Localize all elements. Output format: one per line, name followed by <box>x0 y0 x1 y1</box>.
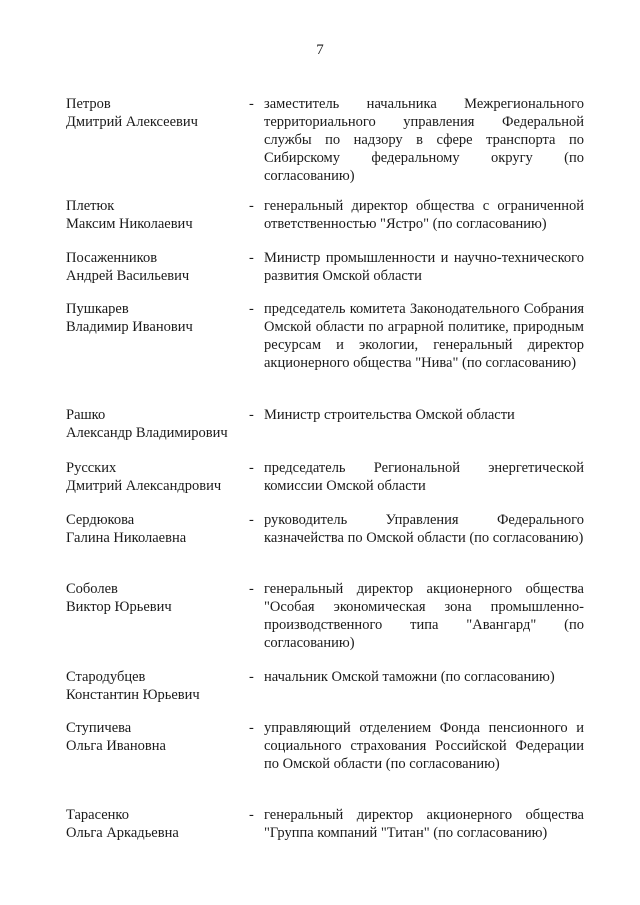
member-name <box>66 300 241 336</box>
page-number: 7 <box>316 42 324 58</box>
member-name <box>66 580 241 616</box>
member-name <box>66 197 241 233</box>
member-position: генеральный директор общества с ограниченной ответственностью "Ястро" (по согласованию) <box>264 198 584 232</box>
dash-separator: - <box>249 250 254 266</box>
member-surname: Тарасенко <box>66 807 129 823</box>
member-name <box>66 95 241 131</box>
dash-separator: - <box>249 581 254 597</box>
member-name <box>66 668 241 704</box>
member-surname: Плетюк <box>66 198 115 214</box>
member-surname: Рашко <box>66 407 106 423</box>
dash-separator: - <box>249 720 254 736</box>
member-name <box>66 249 241 285</box>
member-given-name: Владимир Иванович <box>66 319 193 335</box>
member-position: Министр строительства Омской области <box>264 407 515 423</box>
member-name <box>66 511 241 547</box>
dash-separator: - <box>249 512 254 528</box>
member-given-name: Дмитрий Александрович <box>66 478 222 494</box>
member-surname: Сердюкова <box>66 512 135 528</box>
member-given-name: Галина Николаевна <box>66 530 187 546</box>
member-position: руководитель Управления Федерального казначейства по Омской области (по согласованию) <box>264 512 584 546</box>
member-surname: Стародубцев <box>66 669 146 685</box>
member-position: Министр промышленности и научно-технического развития Омской области <box>264 250 584 284</box>
member-position: заместитель начальника Межрегионального территориального управления Федеральной службы по надзору в сфере транспорта по Сибирскому федеральному округу (по согласованию) <box>264 96 584 184</box>
member-name <box>66 719 241 755</box>
dash-separator: - <box>249 96 254 112</box>
member-position: председатель комитета Законодательного Собрания Омской области по аграрной политике, природным ресурсам и экологии, генеральный директор акционерного общества "Нива" (по согласованию) <box>264 301 584 371</box>
member-given-name: Максим Николаевич <box>66 216 193 232</box>
member-surname: Петров <box>66 96 111 112</box>
member-surname: Соболев <box>66 581 118 597</box>
member-surname: Посаженников <box>66 250 158 266</box>
member-position: начальник Омской таможни (по согласованию) <box>264 669 555 685</box>
member-given-name: Александр Владимирович <box>66 425 228 441</box>
member-surname: Пушкарев <box>66 301 129 317</box>
member-name <box>66 459 241 495</box>
member-position: управляющий отделением Фонда пенсионного и социального страхования Российской Федерации по Омской области (по согласованию) <box>264 720 584 772</box>
member-given-name: Константин Юрьевич <box>66 687 200 703</box>
member-name <box>66 406 241 442</box>
member-position: председатель Региональной энергетической комиссии Омской области <box>264 460 584 494</box>
member-given-name: Ольга Аркадьевна <box>66 825 179 841</box>
member-position: генеральный директор акционерного общества "Особая экономическая зона промышленно-производственного типа "Авангард" (по согласованию) <box>264 581 584 651</box>
member-surname: Ступичева <box>66 720 132 736</box>
member-position: генеральный директор акционерного общества "Группа компаний "Титан" (по согласованию) <box>264 807 584 841</box>
member-given-name: Андрей Васильевич <box>66 268 190 284</box>
dash-separator: - <box>249 198 254 214</box>
dash-separator: - <box>249 460 254 476</box>
dash-separator: - <box>249 669 254 685</box>
dash-separator: - <box>249 301 254 317</box>
member-given-name: Дмитрий Алексеевич <box>66 114 198 130</box>
member-name <box>66 806 241 842</box>
member-given-name: Виктор Юрьевич <box>66 599 172 615</box>
member-surname: Русских <box>66 460 117 476</box>
dash-separator: - <box>249 807 254 823</box>
member-given-name: Ольга Ивановна <box>66 738 166 754</box>
dash-separator: - <box>249 407 254 423</box>
